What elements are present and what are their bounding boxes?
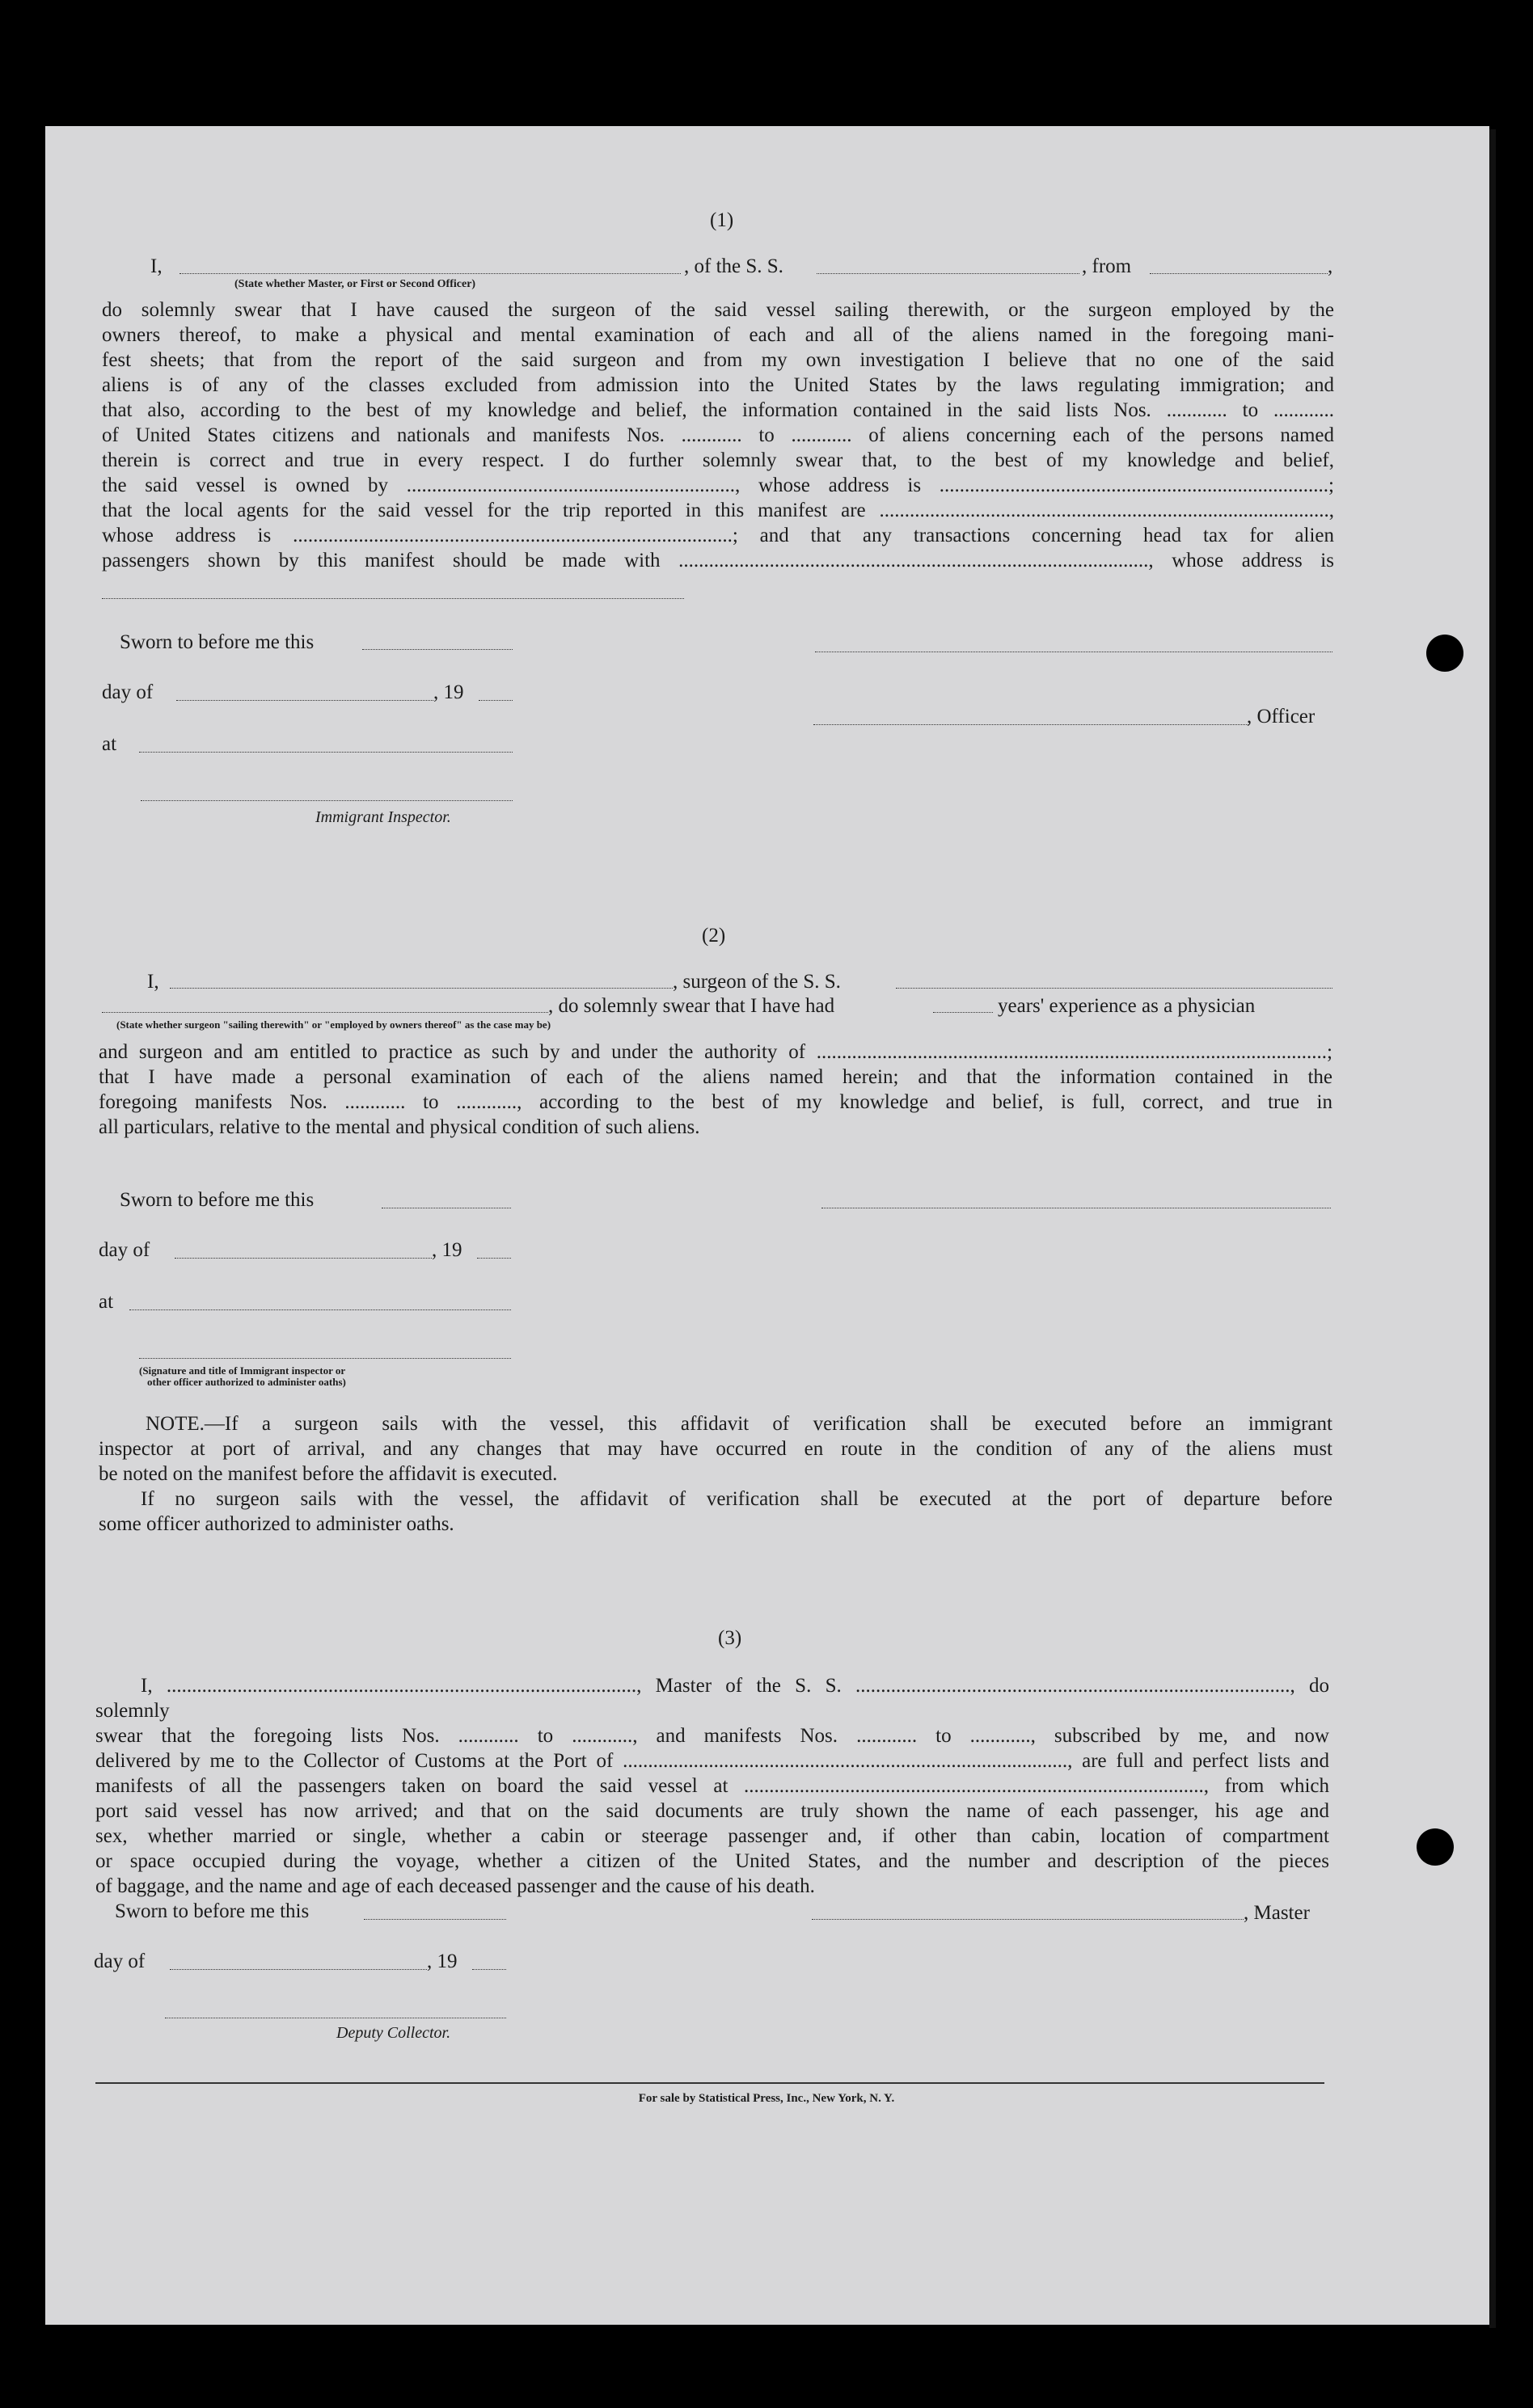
- section-1-body-line-9: that the local agents for the said vessel for the trip reported in this manifest are .........................................................................................,: [102, 500, 1334, 521]
- section-1-continuation-line: [102, 598, 684, 599]
- section-2-note: [99, 1411, 1332, 1537]
- section-2-at-label: at: [99, 1291, 114, 1313]
- section-1-body-line-5: that also, according to the best of my knowledge and belief, the information contained in the said lists Nos. ............ to ............: [102, 399, 1334, 421]
- section-3-year-field: [472, 1969, 506, 1970]
- section-1-body-line-10: whose address is .......................................................................................; and that any transactions concerning head tax for alien: [102, 525, 1334, 546]
- section-3-body: [95, 1673, 1329, 1899]
- bottom-rule: [95, 2082, 1324, 2084]
- section-3-body-line-8: of baggage, and the name and age of each deceased passenger and the cause of his death.: [95, 1875, 815, 1897]
- section-1-sworn-label: Sworn to before me this: [120, 631, 315, 653]
- section-3-year-label: , 19: [427, 1950, 458, 1972]
- section-1-officer-label: , Officer: [1247, 706, 1316, 727]
- section-2-at-field: [129, 1309, 511, 1310]
- section-1-line-1-prefix: I,: [150, 255, 163, 277]
- punch-hole-top: [1426, 635, 1463, 672]
- section-1-year-label: , 19: [433, 681, 464, 703]
- section-1-line-1-from: , from: [1082, 255, 1132, 277]
- section-2-sig-note-2: other officer authorized to administer oaths): [147, 1376, 346, 1388]
- section-1-line-1-mid: , of the S. S.: [684, 255, 783, 277]
- section-3-sworn-label: Sworn to before me this: [115, 1900, 310, 1922]
- section-1-at-label: at: [102, 733, 117, 755]
- section-2-body-line-1: and surgeon and am entitled to practice as such by and under the authority of .....................................................................................................;: [99, 1041, 1332, 1063]
- section-1-body-line-8: the said vessel is owned by ................................................................., whose address is .............................................................................;: [102, 474, 1334, 496]
- section-1-body-line-6: of United States citizens and nationals and manifests Nos. ............ to ............ of aliens concerning each of the persons named: [102, 424, 1334, 446]
- ship-name-field: [817, 273, 1079, 274]
- section-2-inspector-signature: [139, 1358, 511, 1359]
- section-3-collector-label: Deputy Collector.: [336, 2024, 451, 2042]
- section-1-inspector-signature: [141, 800, 513, 801]
- section-2-day-label: day of: [99, 1239, 150, 1261]
- section-2-surgeon-note: (State whether surgeon "sailing therewith" or "employed by owners thereof" as the case may be): [116, 1018, 551, 1031]
- section-3-body-line-1: I, ............................................................................................., Master of the S. S. ......................................................................................, do solemnly: [95, 1675, 1329, 1722]
- section-1-body-line-1: do solemnly swear that I have caused the surgeon of the said vessel sailing therewith, or the surgeon employed by the: [102, 299, 1334, 321]
- section-1-officer-note: (State whether Master, or First or Second Officer): [234, 278, 476, 290]
- footer-imprint: For sale by Statistical Press, Inc., New York, N. Y.: [638, 2092, 895, 2105]
- note-line-1: NOTE.—If a surgeon sails with the vessel, this affidavit of verification shall be executed before an immigrant: [146, 1413, 1332, 1435]
- section-1-year-field: [479, 700, 513, 701]
- section-2-body-line-4: all particulars, relative to the mental and physical condition of such aliens.: [99, 1116, 700, 1138]
- section-1-sworn-field: [362, 649, 513, 650]
- surgeon-status-field: [102, 1012, 548, 1013]
- section-3-day-label: day of: [94, 1950, 146, 1972]
- section-3-body-line-2: swear that the foregoing lists Nos. ............ to ............, and manifests Nos. ............ to ............, subscribed by me, and now: [95, 1725, 1329, 1747]
- section-3-sworn-field: [364, 1919, 506, 1920]
- punch-hole-bottom: [1417, 1828, 1454, 1866]
- section-2-day-field: [175, 1258, 432, 1259]
- section-2-line-2-b: years' experience as a physician: [998, 995, 1256, 1017]
- section-1-body-line-11: passengers shown by this manifest should be made with ............................................................................................., whose address is: [102, 550, 1334, 571]
- section-1-officer-signature: [813, 724, 1248, 725]
- section-1-day-field: [176, 700, 433, 701]
- section-3-number: (3): [718, 1627, 742, 1649]
- section-1-body-line-7: therein is correct and true in every respect. I do further solemnly swear that, to the best of my knowledge and belief,: [102, 449, 1334, 471]
- note-line-2: inspector at port of arrival, and any changes that may have occurred en route in the condition of any of the aliens must: [99, 1438, 1332, 1460]
- section-2-year-label: , 19: [432, 1239, 462, 1261]
- section-3-master-label: , Master: [1244, 1902, 1310, 1924]
- section-2-line-2-a: , do solemnly swear that I have had: [548, 995, 835, 1017]
- section-1-body: [102, 297, 1334, 573]
- section-1-body-line-4: aliens is of any of the classes excluded from admission into the United States by the laws regulating immigration; and: [102, 374, 1334, 396]
- years-experience-field: [933, 1012, 993, 1013]
- section-3-body-line-5: port said vessel has now arrived; and that on the said documents are truly shown the name of each passenger, his age and: [95, 1800, 1329, 1822]
- section-3-body-line-3: delivered by me to the Collector of Customs at the Port of ........................................................................................, are full and perfect lists and: [95, 1750, 1329, 1772]
- section-2-body: [99, 1040, 1332, 1140]
- section-2-number: (2): [702, 925, 726, 947]
- section-3-body-line-4: manifests of all the passengers taken on board the said vessel at ..........................................................................................., from which: [95, 1775, 1329, 1797]
- note-line-3: be noted on the manifest before the affidavit is executed.: [99, 1463, 558, 1485]
- section-1-line-1-end: ,: [1328, 255, 1333, 277]
- surgeon-name-field: [170, 988, 673, 989]
- section-2-line-1-mid: , surgeon of the S. S.: [673, 971, 841, 993]
- section-2-sig-note-1: (Signature and title of Immigrant inspector or: [139, 1364, 346, 1377]
- section-3-master-signature: [812, 1919, 1244, 1920]
- note-line-4: If no surgeon sails with the vessel, the affidavit of verification shall be executed at the port of departure before: [141, 1488, 1332, 1510]
- section-2-line-1-prefix: I,: [147, 971, 159, 993]
- section-2-ship-field: [896, 988, 1332, 989]
- page-edge: [1489, 129, 1496, 2328]
- section-2-body-line-3: foregoing manifests Nos. ............ to ............, according to the best of my knowledge and belief, is full, correct, and true in: [99, 1091, 1332, 1113]
- section-1-body-line-2: owners thereof, to make a physical and mental examination of each and all of the aliens named in the foregoing mani-: [102, 324, 1334, 346]
- section-1-at-field: [139, 752, 513, 753]
- section-2-year-field: [477, 1258, 511, 1259]
- master-name-field: [179, 273, 681, 274]
- section-1-number: (1): [710, 209, 734, 231]
- note-line-5: some officer authorized to administer oaths.: [99, 1513, 454, 1535]
- section-3-body-line-6: sex, whether married or single, whether a cabin or steerage passenger and, if other than cabin, location of compartment: [95, 1825, 1329, 1847]
- section-3-body-line-7: or space occupied during the voyage, whether a citizen of the United States, and the number and description of the pieces: [95, 1850, 1329, 1872]
- section-2-body-line-2: that I have made a personal examination of each of the aliens named herein; and that the information contained in the: [99, 1066, 1332, 1088]
- section-1-inspector-label: Immigrant Inspector.: [315, 808, 451, 826]
- origin-port-field: [1150, 273, 1328, 274]
- section-1-body-line-3: fest sheets; that from the report of the said surgeon and from my own investigation I believe that no one of the said: [102, 349, 1334, 371]
- section-3-day-field: [170, 1969, 427, 1970]
- section-2-sworn-label: Sworn to before me this: [120, 1189, 315, 1211]
- section-1-day-label: day of: [102, 681, 154, 703]
